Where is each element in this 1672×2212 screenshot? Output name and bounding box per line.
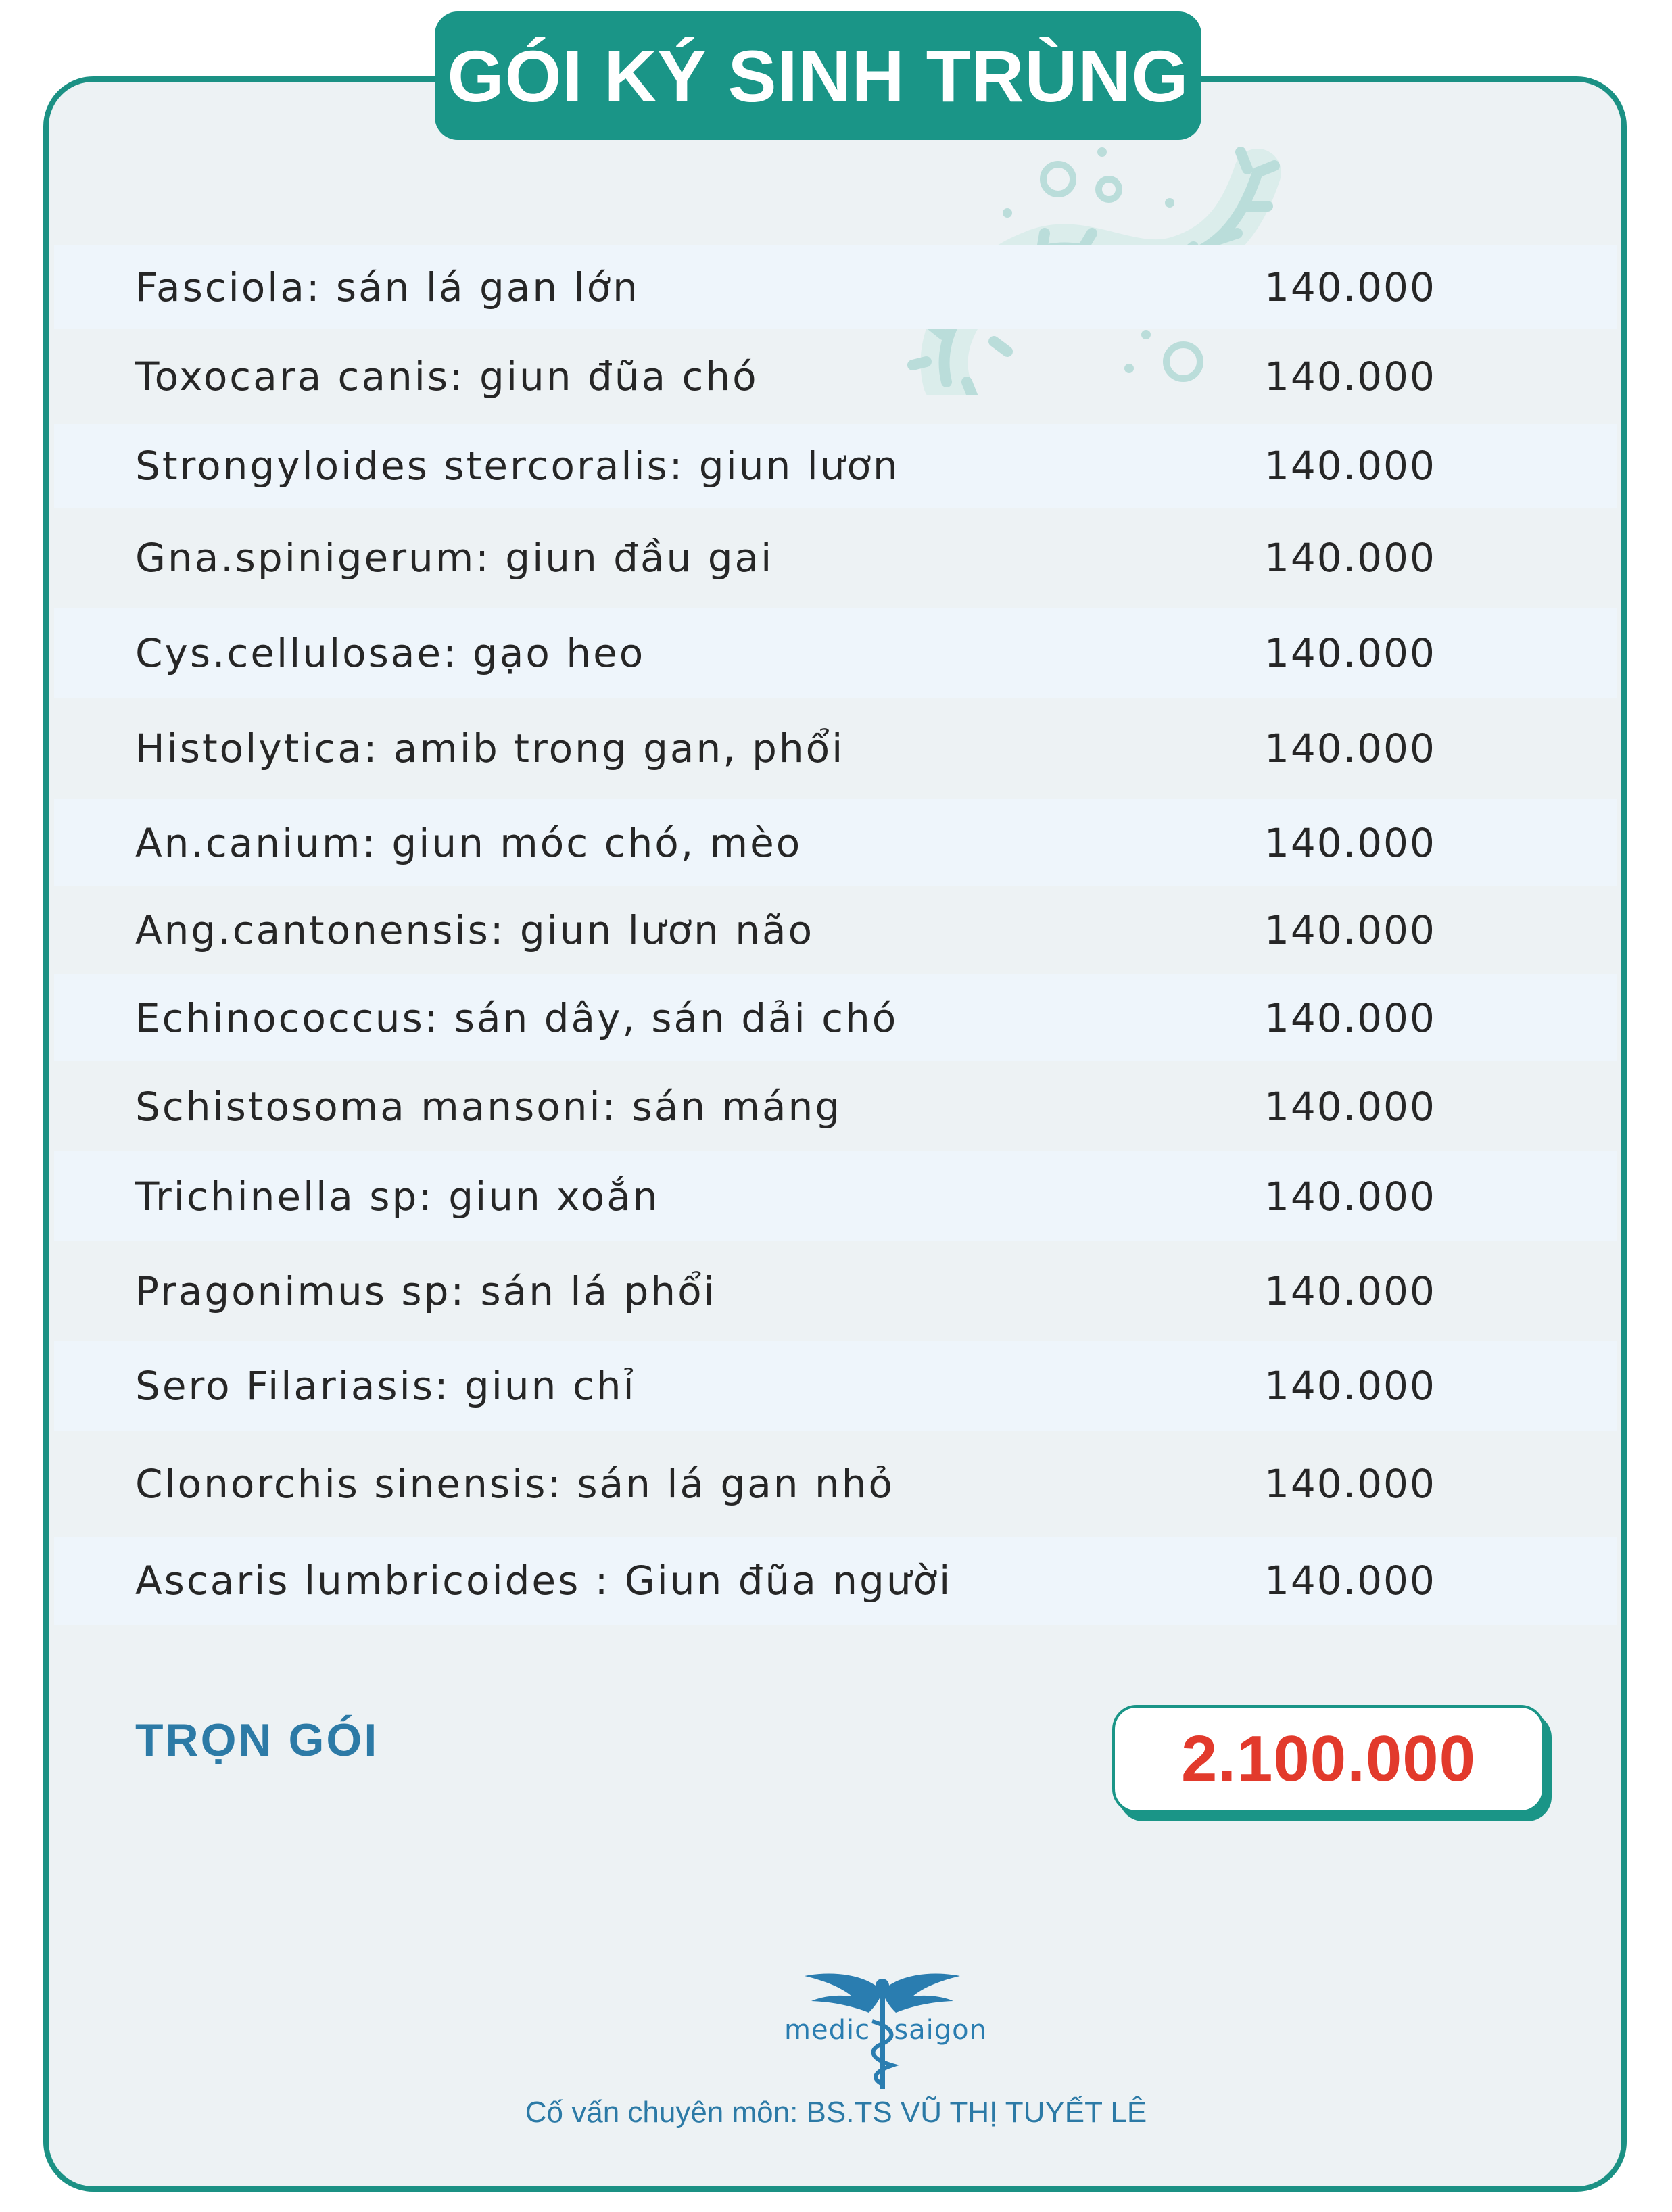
test-price: 140.000 (1264, 443, 1436, 489)
test-list (54, 245, 1617, 1625)
list-item (54, 608, 1617, 698)
test-price: 140.000 (1264, 907, 1436, 953)
page-title: GÓI KÝ SINH TRÙNG (447, 34, 1189, 117)
test-name: Ascaris lumbricoides : Giun đũa người (135, 1558, 953, 1604)
test-price: 140.000 (1264, 264, 1436, 310)
test-name: Gna.spinigerum: giun đầu gai (135, 535, 774, 581)
list-item (54, 1537, 1617, 1625)
test-price: 140.000 (1264, 1173, 1436, 1220)
list-item (54, 424, 1617, 508)
test-name: Histolytica: amib trong gan, phổi (135, 725, 845, 771)
test-price: 140.000 (1264, 1083, 1436, 1130)
title-banner (435, 11, 1201, 140)
test-name: Fasciola: sán lá gan lớn (135, 264, 640, 310)
test-price: 140.000 (1264, 629, 1436, 676)
list-item (54, 1241, 1617, 1341)
list-item (54, 245, 1617, 329)
test-name: Ang.cantonensis: giun lươn não (135, 907, 815, 953)
test-name: Pragonimus sp: sán lá phổi (135, 1268, 717, 1314)
test-name: Echinococcus: sán dây, sán dải chó (135, 994, 899, 1041)
test-price: 140.000 (1264, 725, 1436, 771)
list-item (54, 886, 1617, 974)
test-price: 140.000 (1264, 1363, 1436, 1409)
test-name: Sero Filariasis: giun chỉ (135, 1363, 636, 1409)
list-item (54, 1431, 1617, 1537)
test-price: 140.000 (1264, 994, 1436, 1041)
list-item (54, 1341, 1617, 1431)
test-name: An.canium: giun móc chó, mèo (135, 819, 803, 866)
list-item (54, 1061, 1617, 1151)
test-name: Trichinella sp: giun xoắn (135, 1173, 660, 1220)
list-item (54, 1151, 1617, 1241)
advisor-credit: Cố vấn chuyên môn: BS.TS VŨ THỊ TUYẾT LÊ (525, 2096, 1147, 2129)
test-price: 140.000 (1264, 535, 1436, 581)
logo-text-left: medic (784, 2015, 871, 2046)
list-item (54, 508, 1617, 608)
test-price: 140.000 (1264, 1558, 1436, 1604)
test-price: 140.000 (1264, 1461, 1436, 1507)
logo-text-right: saigon (894, 2015, 987, 2046)
total-label: TRỌN GÓI (135, 1714, 379, 1766)
test-price: 140.000 (1264, 1268, 1436, 1314)
list-item (54, 799, 1617, 886)
test-name: Cys.cellulosae: gạo heo (135, 629, 646, 676)
test-price: 140.000 (1264, 819, 1436, 866)
test-name: Schistosoma mansoni: sán máng (135, 1083, 842, 1130)
test-name: Toxocara canis: giun đũa chó (135, 354, 759, 400)
list-item (54, 698, 1617, 799)
total-price-badge (1112, 1705, 1545, 1813)
list-item (54, 329, 1617, 424)
test-name: Strongyloides stercoralis: giun lươn (135, 443, 900, 489)
test-name: Clonorchis sinensis: sán lá gan nhỏ (135, 1461, 895, 1507)
total-price: 2.100.000 (1180, 1723, 1477, 1795)
list-item (54, 974, 1617, 1061)
test-price: 140.000 (1264, 354, 1436, 400)
